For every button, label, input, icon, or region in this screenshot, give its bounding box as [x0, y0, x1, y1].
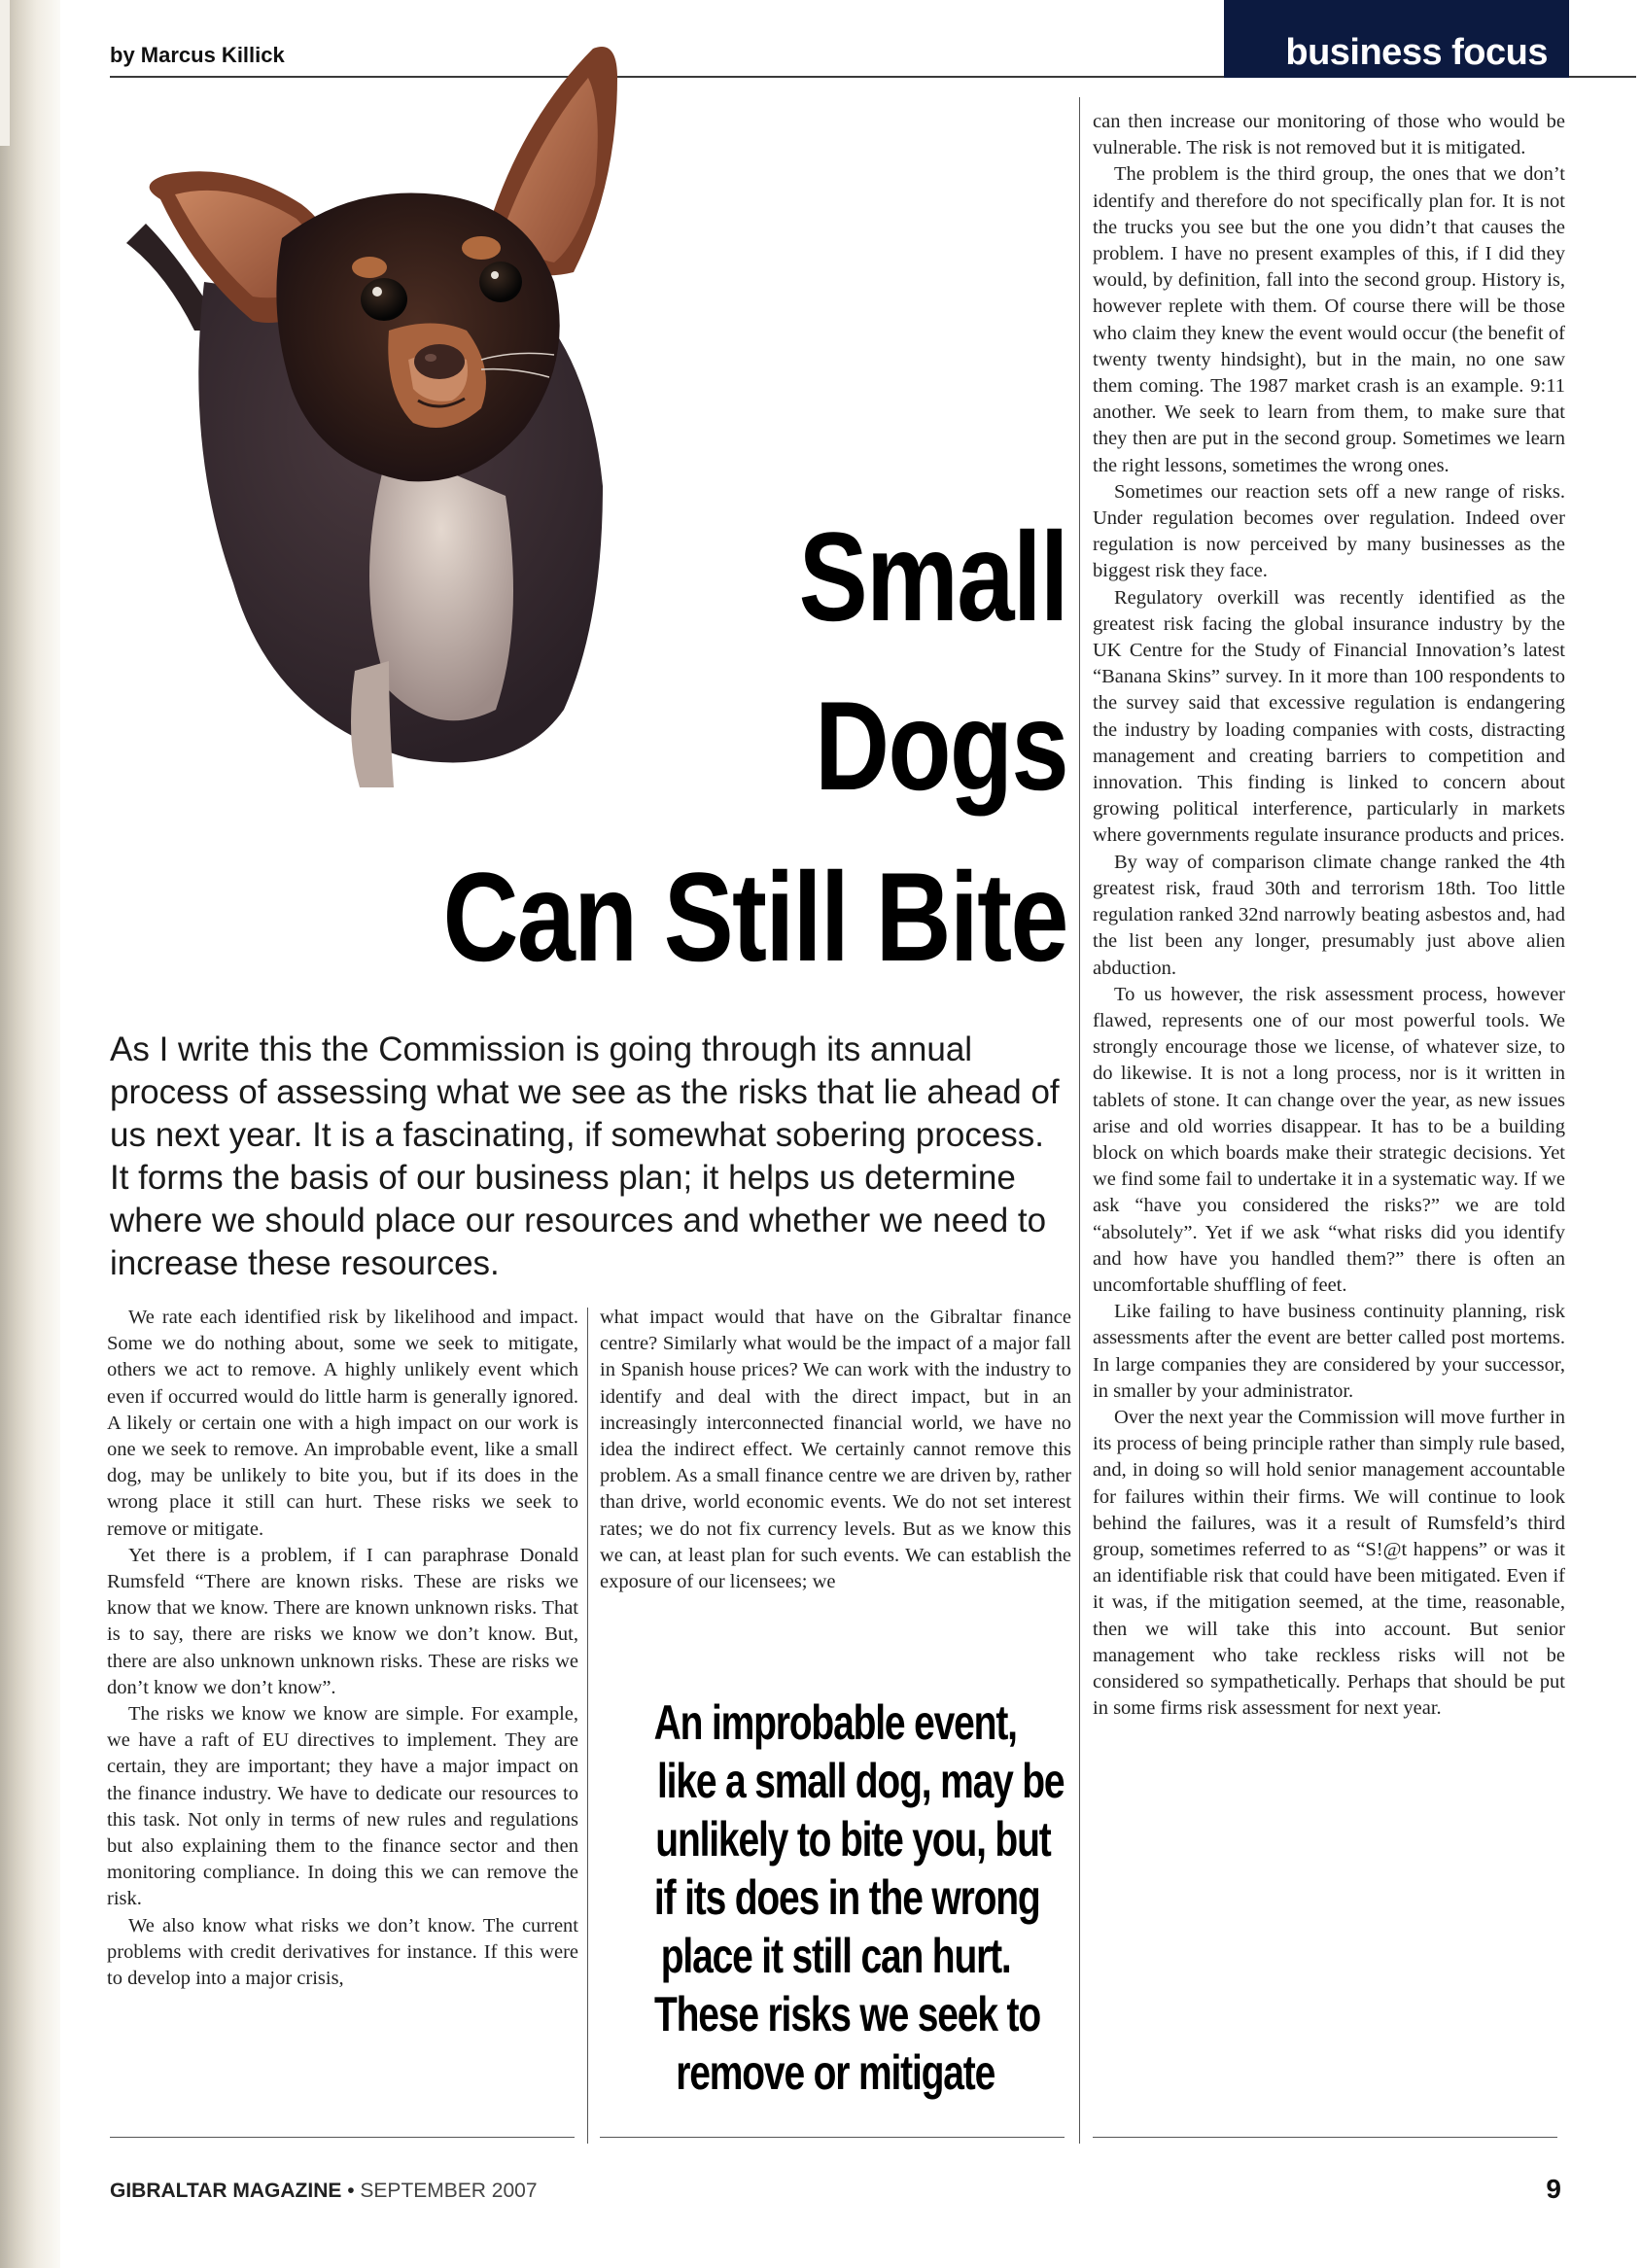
body-paragraph: We rate each identified risk by likelihood and impact. Some we do nothing about, some we seek to mitigate, others we act to remove. A highly unlikely event which even if occurred would do little harm is generally ignored. A likely or certain one with a high impact on our work is one we seek to remove. An improbable event, like a small dog, may be unlikely to bite you, but if its does in the wrong place it still can hurt. These risks we seek to remove or mitigate.	[107, 1307, 578, 1540]
pull-quote-line: An improbable event,	[653, 1695, 1018, 1750]
byline: by Marcus Killick	[110, 43, 285, 67]
binding-highlight	[0, 0, 10, 146]
footer-rule	[1093, 2137, 1557, 2138]
pull-quote-line: like a small dog, may be	[657, 1754, 1065, 1808]
body-paragraph: By way of comparison climate change ranked the 4th greatest risk, fraud 30th and terrorism 18th. Too little regulation ranked 32nd narrowly beating asbestos and, had the list been any longer, presumably just above alien abduction.	[1093, 851, 1565, 979]
chihuahua-photo	[97, 39, 778, 817]
article-column-middle	[600, 1305, 1071, 1595]
headline-line-3: Can Still Bite	[442, 846, 1067, 988]
article-column-left	[107, 1305, 578, 1992]
footer-separator: •	[347, 2180, 355, 2202]
pull-quote	[600, 1693, 1071, 2102]
body-paragraph: To us however, the risk assessment process, however flawed, represents one of our most powerful tools. We strongly encourage those we license, of whatever size, to do likewise. It is not a long process, nor is it written in tablets of stone. It can change over the year, as new issues arise and old worries disappear. It has to be a building block on which boards make their strategic decisions. Yet we find some fail to undertake it in a systematic way. If we ask “have you considered the risks?” we are told “absolutely”. Yet if we ask “what risks did you identify and how have you handled them?” there is often an uncomfortable shuffling of feet.	[1093, 983, 1565, 1296]
body-paragraph: Regulatory overkill was recently identified as the greatest risk facing the global insurance industry by the UK Centre for the Study of Financial Innovation’s latest “Banana Skins” survey. In it more than 100 respondents to the survey said that excessive regulation is endangering the industry by loading companies with costs, distracting management and creating barriers to competition and innovation. This finding is linked to concern about growing political interference, particularly in markets where governments regulate insurance products and prices.	[1093, 586, 1565, 847]
issue-date: SEPTEMBER 2007	[360, 2180, 538, 2202]
body-paragraph: Over the next year the Commission will move further in its process of being principle rather than simply rule based, and, in doing so will hold senior management accountable for failures within their firms. We will continue to look behind the failures, was it a result of Rumsfeld’s third group, sometimes referred to as “S!@t happens” or was it an identifiable risk that could have been mitigated. Even if it was, if the mitigation seemed, at the time, reasonable, then we will take this into account. But senior management who take reckless risks will not be considered so sympathetically. Perhaps that should be put in some firms risk assessment for next year.	[1093, 1406, 1565, 1720]
body-paragraph: The risks we know we know are simple. For example, we have a raft of EU directives to implement. They are certain, they are important; they have a major impact on the finance industry. We have to dedicate our resources to this task. Not only in terms of new rules and regulations but also explaining them to the finance sector and then monitoring compliance. In doing this we can remove the risk.	[107, 1703, 578, 1910]
pull-quote-line: place it still can hurt.	[660, 1929, 1011, 1983]
body-paragraph: Yet there is a problem, if I can paraphrase Donald Rumsfeld “There are known risks. These are risks we know that we know. There are known unknown risks. That is to say, there are risks we know we don’t know. But, there are also unknown unknown risks. These are risks we don’t know we don’t know”.	[107, 1544, 578, 1698]
pull-quote-line: These risks we seek to	[653, 1987, 1040, 2041]
page-number: 9	[1546, 2174, 1561, 2204]
footer-rule	[110, 2137, 575, 2138]
pull-quote-line: if its does in the wrong	[653, 1870, 1040, 1925]
magazine-name: GIBRALTAR MAGAZINE	[110, 2180, 342, 2202]
pull-quote-line: unlikely to bite you, but	[655, 1812, 1051, 1867]
body-paragraph: what impact would that have on the Gibraltar finance centre? Similarly what would be the impact of a major fall in Spanish house prices? We can work with the industry to identify and deal with the direct impact, but in an increasingly interconnected financial world, we have no idea the indirect effect. We certainly cannot remove this problem. As a small finance centre we are driven by, rather than drive, world economic events. We do not set interest rates; we do not fix currency levels. But as we know this we can, at least plan for such events. We can establish the exposure of our licensees; we	[600, 1307, 1071, 1593]
section-label: business focus	[1285, 32, 1548, 73]
column-divider	[1079, 97, 1080, 2144]
body-paragraph: Like failing to have business continuity planning, risk assessments after the event are better called post mortems. In large companies they are considered by your successor, in smaller by your administrator.	[1093, 1301, 1565, 1402]
intro-paragraph: As I write this the Commission is going through its annual process of assessing what we see as the risks that lie ahead of us next year. It is a fascinating, if somewhat sobering process. It forms the basis of our business plan; it helps us determine where we should place our resources and whether we need to increase these resources.	[110, 1030, 1060, 1282]
body-paragraph: can then increase our monitoring of those who would be vulnerable. The risk is not removed but it is mitigated.	[1093, 111, 1565, 159]
body-paragraph: The problem is the third group, the ones that we don’t identify and therefore do not specifically plan for. It is not the trucks you see but the one you didn’t that causes the problem. I have no present examples of this, if I did they would, by definition, fall into the second group. History is, however replete with them. Of course there will be those who claim they knew the event would occur (the benefit of twenty twenty hindsight), but in the main, no one saw them coming. The 1987 market crash is an example. 9:11 another. We seek to learn from them, to make sure that they then are put in the second group. Sometimes we learn the right lessons, sometimes the wrong ones.	[1093, 163, 1565, 476]
section-tab	[1224, 0, 1569, 78]
article-column-right	[1093, 109, 1565, 1722]
column-divider	[587, 1308, 588, 2144]
page-binding-edge	[0, 0, 60, 2268]
footer-publication	[110, 2180, 538, 2203]
footer-rule	[600, 2137, 1065, 2138]
headline-line-1: Small	[798, 506, 1067, 647]
body-paragraph: We also know what risks we don’t know. The current problems with credit derivatives for instance. If this were to develop into a major crisis,	[107, 1914, 578, 1990]
headline-line-2: Dogs	[815, 675, 1067, 817]
pull-quote-line: remove or mitigate	[676, 2045, 995, 2100]
body-paragraph: Sometimes our reaction sets off a new range of risks. Under regulation becomes over regulation. Indeed over regulation is now perceived by many businesses as the biggest risk they face.	[1093, 480, 1565, 582]
